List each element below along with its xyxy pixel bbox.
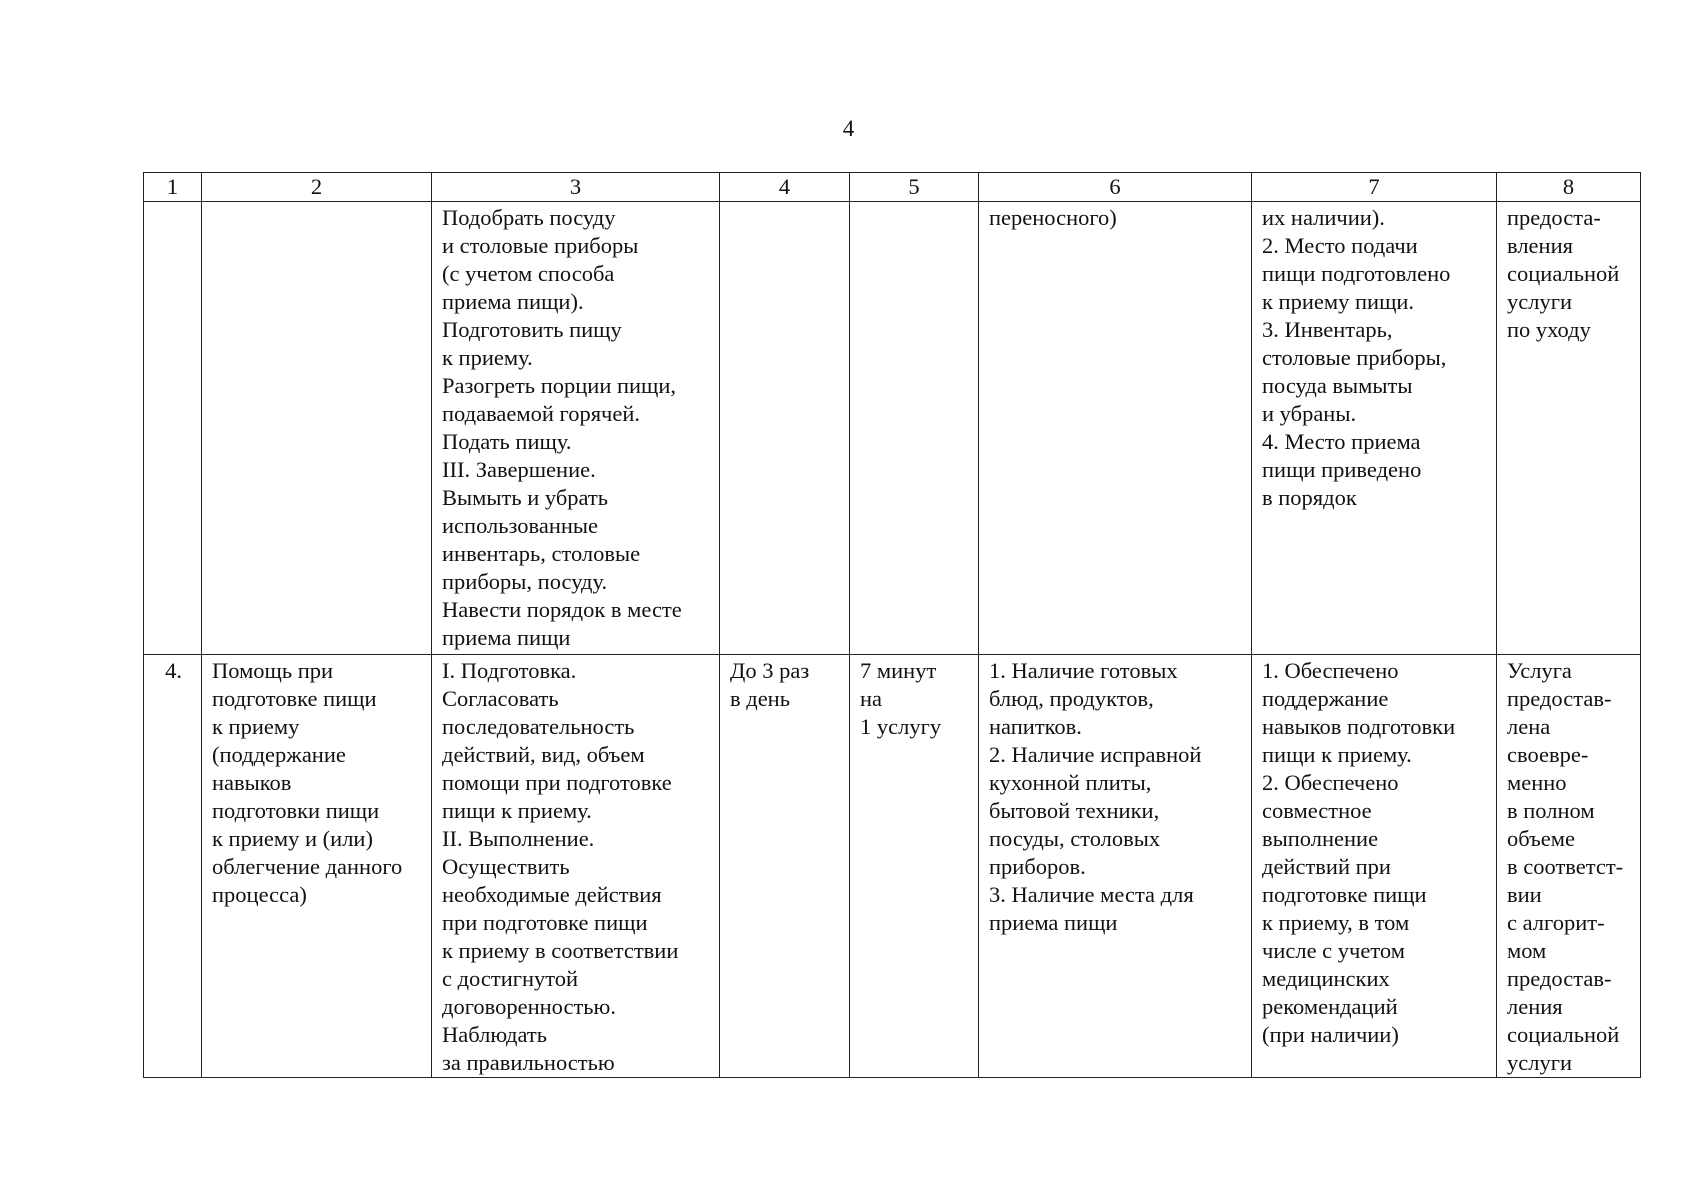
conditions-cell: переносного) bbox=[979, 202, 1252, 655]
service-name-cell: Помощь при подготовке пищи к приему (поддержание навыков подготовки пищи к приему и (или) облегчение данного процесса) bbox=[202, 655, 432, 1078]
column-number-header-row bbox=[144, 173, 1641, 202]
conditions-cell: 1. Наличие готовых блюд, продуктов, напитков. 2. Наличие исправной кухонной плиты, бытовой техники, посуды, столовых приборов. 3. Наличие места для приема пищи bbox=[979, 655, 1252, 1078]
row-number-cell: 4. bbox=[144, 655, 202, 1078]
column-number-header: 7 bbox=[1252, 173, 1497, 202]
column-number-header: 8 bbox=[1497, 173, 1641, 202]
row-number-cell bbox=[144, 202, 202, 655]
service-description-cell: Подобрать посуду и столовые приборы (с учетом способа приема пищи). Подготовить пищу к приему. Разогреть порции пищи, подаваемой горячей. Подать пищу. III. Завершение. Вымыть и убрать использованные инвентарь, столовые приборы, посуду. Навести порядок в месте приема пищи bbox=[432, 202, 720, 655]
duration-cell bbox=[850, 202, 979, 655]
duration-cell: 7 минут на 1 услугу bbox=[850, 655, 979, 1078]
column-number-header: 1 bbox=[144, 173, 202, 202]
quality-cell: предоста- вления социальной услуги по уходу bbox=[1497, 202, 1641, 655]
frequency-cell bbox=[720, 202, 850, 655]
table-row-continuation bbox=[144, 202, 1641, 655]
column-number-header: 6 bbox=[979, 173, 1252, 202]
table-row-4 bbox=[144, 655, 1641, 1078]
page-number: 4 bbox=[842, 116, 855, 141]
service-name-cell bbox=[202, 202, 432, 655]
column-number-header: 4 bbox=[720, 173, 850, 202]
service-standards-table bbox=[143, 172, 1641, 1078]
column-number-header: 2 bbox=[202, 173, 432, 202]
frequency-cell: До 3 раз в день bbox=[720, 655, 850, 1078]
results-cell: их наличии). 2. Место подачи пищи подготовлено к приему пищи. 3. Инвентарь, столовые приборы, посуда вымыты и убраны. 4. Место приема пищи приведено в порядок bbox=[1252, 202, 1497, 655]
column-number-header: 3 bbox=[432, 173, 720, 202]
service-description-cell: I. Подготовка. Согласовать последовательность действий, вид, объем помощи при подготовке пищи к приему. II. Выполнение. Осуществить необходимые действия при подготовке пищи к приему в соответствии с достигнутой договоренностью. Наблюдать за правильностью bbox=[432, 655, 720, 1078]
quality-cell: Услуга предостав- лена своевре- менно в полном объеме в соответст- вии с алгорит- мом предостав- ления социальной услуги bbox=[1497, 655, 1641, 1078]
results-cell: 1. Обеспечено поддержание навыков подготовки пищи к приему. 2. Обеспечено совместное выполнение действий при подготовке пищи к приему, в том числе с учетом медицинских рекомендаций (при наличии) bbox=[1252, 655, 1497, 1078]
column-number-header: 5 bbox=[850, 173, 979, 202]
